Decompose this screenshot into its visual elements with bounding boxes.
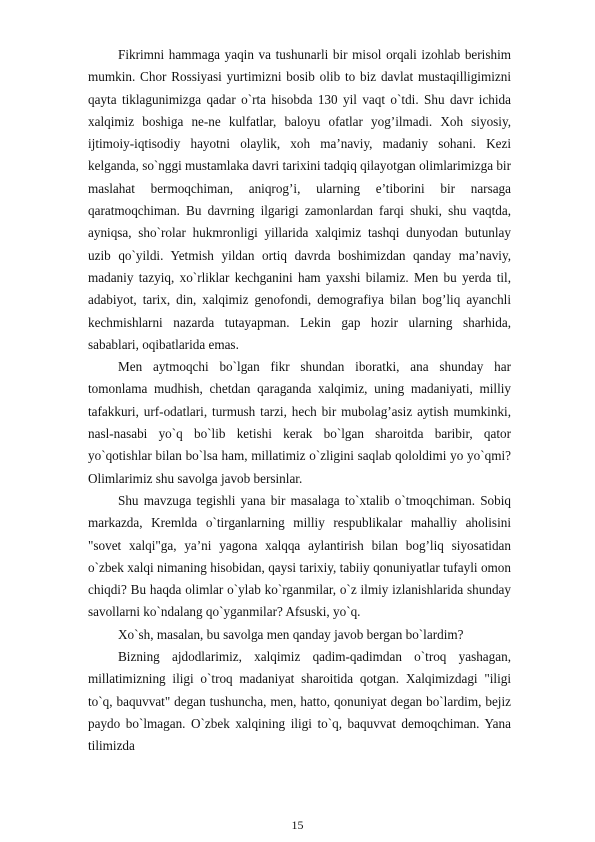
paragraph-1: Fikrimni hammaga yaqin va tushunarli bir misol orqali izohlab berishim mumkin. Chor Rossiyasi yurtimizni bosib olib to biz davlat mustaqilligimizni qayta tiklagunimizga qadar o`rta hisobda 130 yil vaqt o`tdi. Shu davr ichida xalqimiz boshiga ne-ne kulfatlar, baloyu ofatlar yog’ilmadi. Xoh siyosiy, ijtimoiy-iqtisodiy hayotni olaylik, xoh ma’naviy, madaniy sohani. Kezi kelganda, so`nggi mustamlaka davri tarixini tadqiq qilayotgan olimlarimizga bir maslahat bermoqchiman, aniqrog’i, ularning e’tiborini bir narsaga qaratmoqchiman. Bu davrning ilgarigi zamonlardan farqi shuki, shu vaqtda, ayniqsa, sho`rolar hukmronligi yillarida xalqimiz tashqi dunyodan butunlay uzib qo`yildi. Yetmish yildan ortiq davrda boshimizdan qanday ma’naviy, madaniy tazyiq, xo`rliklar kechganini ham yaxshi bilamiz. Men bu yerda til, adabiyot, tarix, din, xalqimiz genofondi, demografiya bilan bog’liq ayanchli kechmishlarni nazarda tutayapman. Lekin gap hozir ularning sharhida, sabablari, oqibatlarida emas. (88, 47, 511, 352)
page-number: 15 (291, 818, 304, 832)
paragraph-2: Men aytmoqchi bo`lgan fikr shundan iboratki, ana shunday har tomonlama mudhish, chetdan qaraganda xalqimiz, uning madaniyati, milliy tafakkuri, urf-odatlari, turmush tarzi, hech bir mubolag’asiz aytish mumkinki, nasl-nasabi yo`q bo`lib ketishi kerak bo`lgan sharoitda baribir, qator yo`qotishlar bilan bo`lsa ham, millatimiz o`zligini saqlab qololdimi yo yo`qmi? Olimlarimiz shu savolga javob bersinlar. (88, 359, 511, 486)
paragraph-5: Bizning ajdodlarimiz, xalqimiz qadim-qadimdan o`troq yashagan, millatimizning iligi o`troq madaniyat sharoitida qotgan. Xalqimizdagi "iligi to`q, baquvvat" degan tushuncha, men, hatto, qonuniyat degan bo`lardim, bejiz paydo bo`lmagan. O`zbek xalqining iligi to`q, baquvvat demoqchiman. Yana tilimizda (88, 649, 511, 754)
document-page (88, 44, 511, 758)
paragraph-3: Shu mavzuga tegishli yana bir masalaga to`xtalib o`tmoqchiman. Sobiq markazda, Kremlda o`tirganlarning milliy respublikalar mahalliy aholisini "sovet xalqi"ga, ya’ni yagona xalqqa aylantirish bilan bog’liq siyosatidan o`zbek xalqi nimaning hisobidan, qaysi tarixiy, tabiiy qonuniyatlar tufayli omon chiqdi? Bu haqda olimlar o`ylab ko`rganmilar, o`z ilmiy izlanishlarida shunday savollarni ko`ndalang qo`yganmilar? Afsuski, yo`q. (88, 492, 511, 620)
paragraph-4: Xo`sh, masalan, bu savolga men qanday javob bergan bo`lardim? (118, 626, 464, 642)
